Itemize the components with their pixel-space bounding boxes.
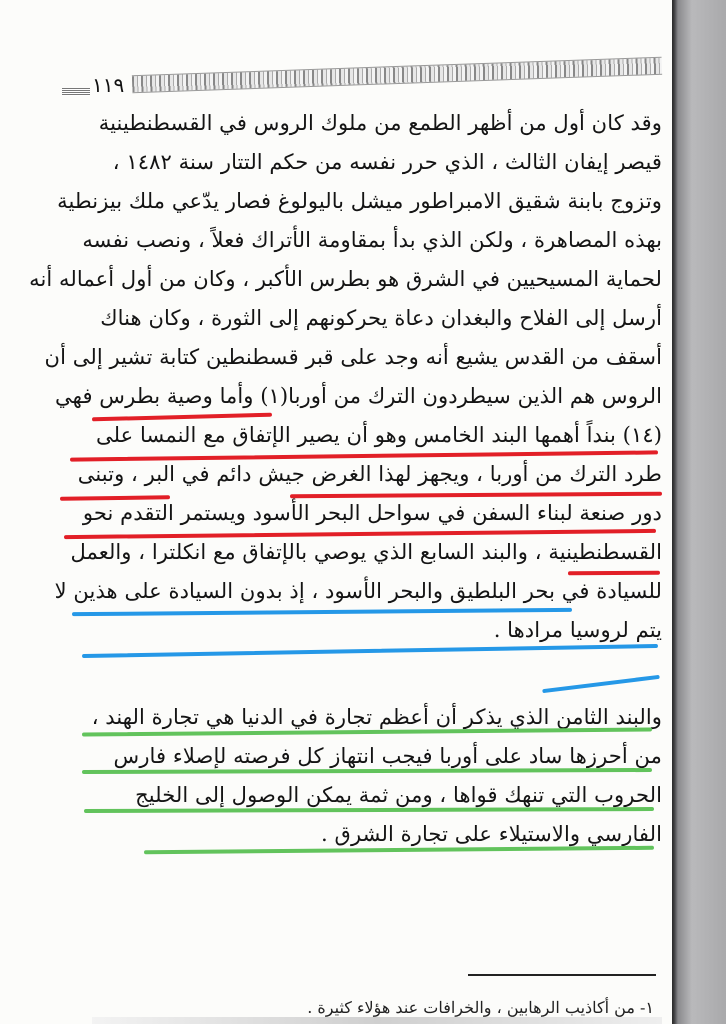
text-line: وتزوج بابنة شقيق الامبراطور ميشل باليولوغ فصار يدّعي ملك بيزنطية xyxy=(57,188,662,213)
page-number: ١١٩ xyxy=(92,73,125,97)
text-line: دور صنعة لبناء السفن في سواحل البحر الأسود ويستمر التقدم نحو xyxy=(82,500,662,525)
blue-underline xyxy=(72,608,572,616)
header-rule xyxy=(62,88,90,96)
text-line: للسيادة في بحر البلطيق والبحر الأسود ، إذ بدون السيادة على هذين لا xyxy=(54,578,662,603)
blue-underline xyxy=(82,644,658,658)
text-line: الفارسي والاستيلاء على تجارة الشرق . xyxy=(321,821,662,846)
page-edge-shadow xyxy=(672,0,726,1024)
red-underline xyxy=(568,571,660,576)
footnote: ١- من أكاذيب الرهابين ، والخرافات عند هؤلاء كثيرة . xyxy=(307,998,654,1017)
red-underline xyxy=(64,529,656,539)
text-line: يتم لروسيا مرادها . xyxy=(493,617,662,642)
text-line: أسقف من القدس يشيع أنه وجد على قبر قسطنطين كتابة تشير إلى أن xyxy=(44,344,662,369)
text-line: لحماية المسيحيين في الشرق هو بطرس الأكبر ، وكان من أول أعماله أنه xyxy=(29,266,662,291)
green-underline xyxy=(144,846,654,854)
text-line: وقد كان أول من أظهر الطمع من ملوك الروس في القسطنطينية xyxy=(98,110,662,135)
text-line: من أحرزها ساد على أوربا فيجب انتهاز كل فرصته لإصلاء فارس xyxy=(113,743,662,768)
text-line: بهذه المصاهرة ، ولكن الذي بدأ بمقاومة الأتراك فعلاً ، ونصب نفسه xyxy=(82,227,662,252)
red-underline xyxy=(70,450,658,461)
green-underline xyxy=(82,768,652,774)
text-line: القسطنطينية ، والبند السابع الذي يوصي بالإتفاق مع انكلترا ، والعمل xyxy=(70,539,662,564)
text-line: أرسل إلى الفلاح والبغدان دعاة يحركونهم إلى الثورة ، وكان هناك xyxy=(100,305,662,330)
text-line: قيصر إيفان الثالث ، الذي حرر نفسه من حكم التتار سنة ١٤٨٢ ، xyxy=(112,149,662,174)
blue-underline xyxy=(542,675,660,693)
page-bottom-shadow xyxy=(92,1017,662,1024)
green-underline xyxy=(84,807,654,813)
text-line: طرد الترك من أوربا ، ويجهز لهذا الغرض جيش دائم في البر ، وتبنى xyxy=(77,461,662,486)
red-underline xyxy=(290,492,662,499)
text-line: الروس هم الذين سيطردون الترك من أوربا(١) وأما وصية بطرس فهي xyxy=(55,383,662,408)
text-line: (١٤) بنداً أهمها البند الخامس وهو أن يصير الإتفاق مع النمسا على xyxy=(95,422,662,447)
text-line: والبند الثامن الذي يذكر أن أعظم تجارة في الدنيا هي تجارة الهند ، xyxy=(91,704,662,729)
footnote-rule xyxy=(468,974,656,976)
text-line: الحروب التي تنهك قواها ، ومن ثمة يمكن الوصول إلى الخليج xyxy=(135,782,662,807)
red-underline xyxy=(92,413,272,422)
header-ornament xyxy=(132,57,662,93)
